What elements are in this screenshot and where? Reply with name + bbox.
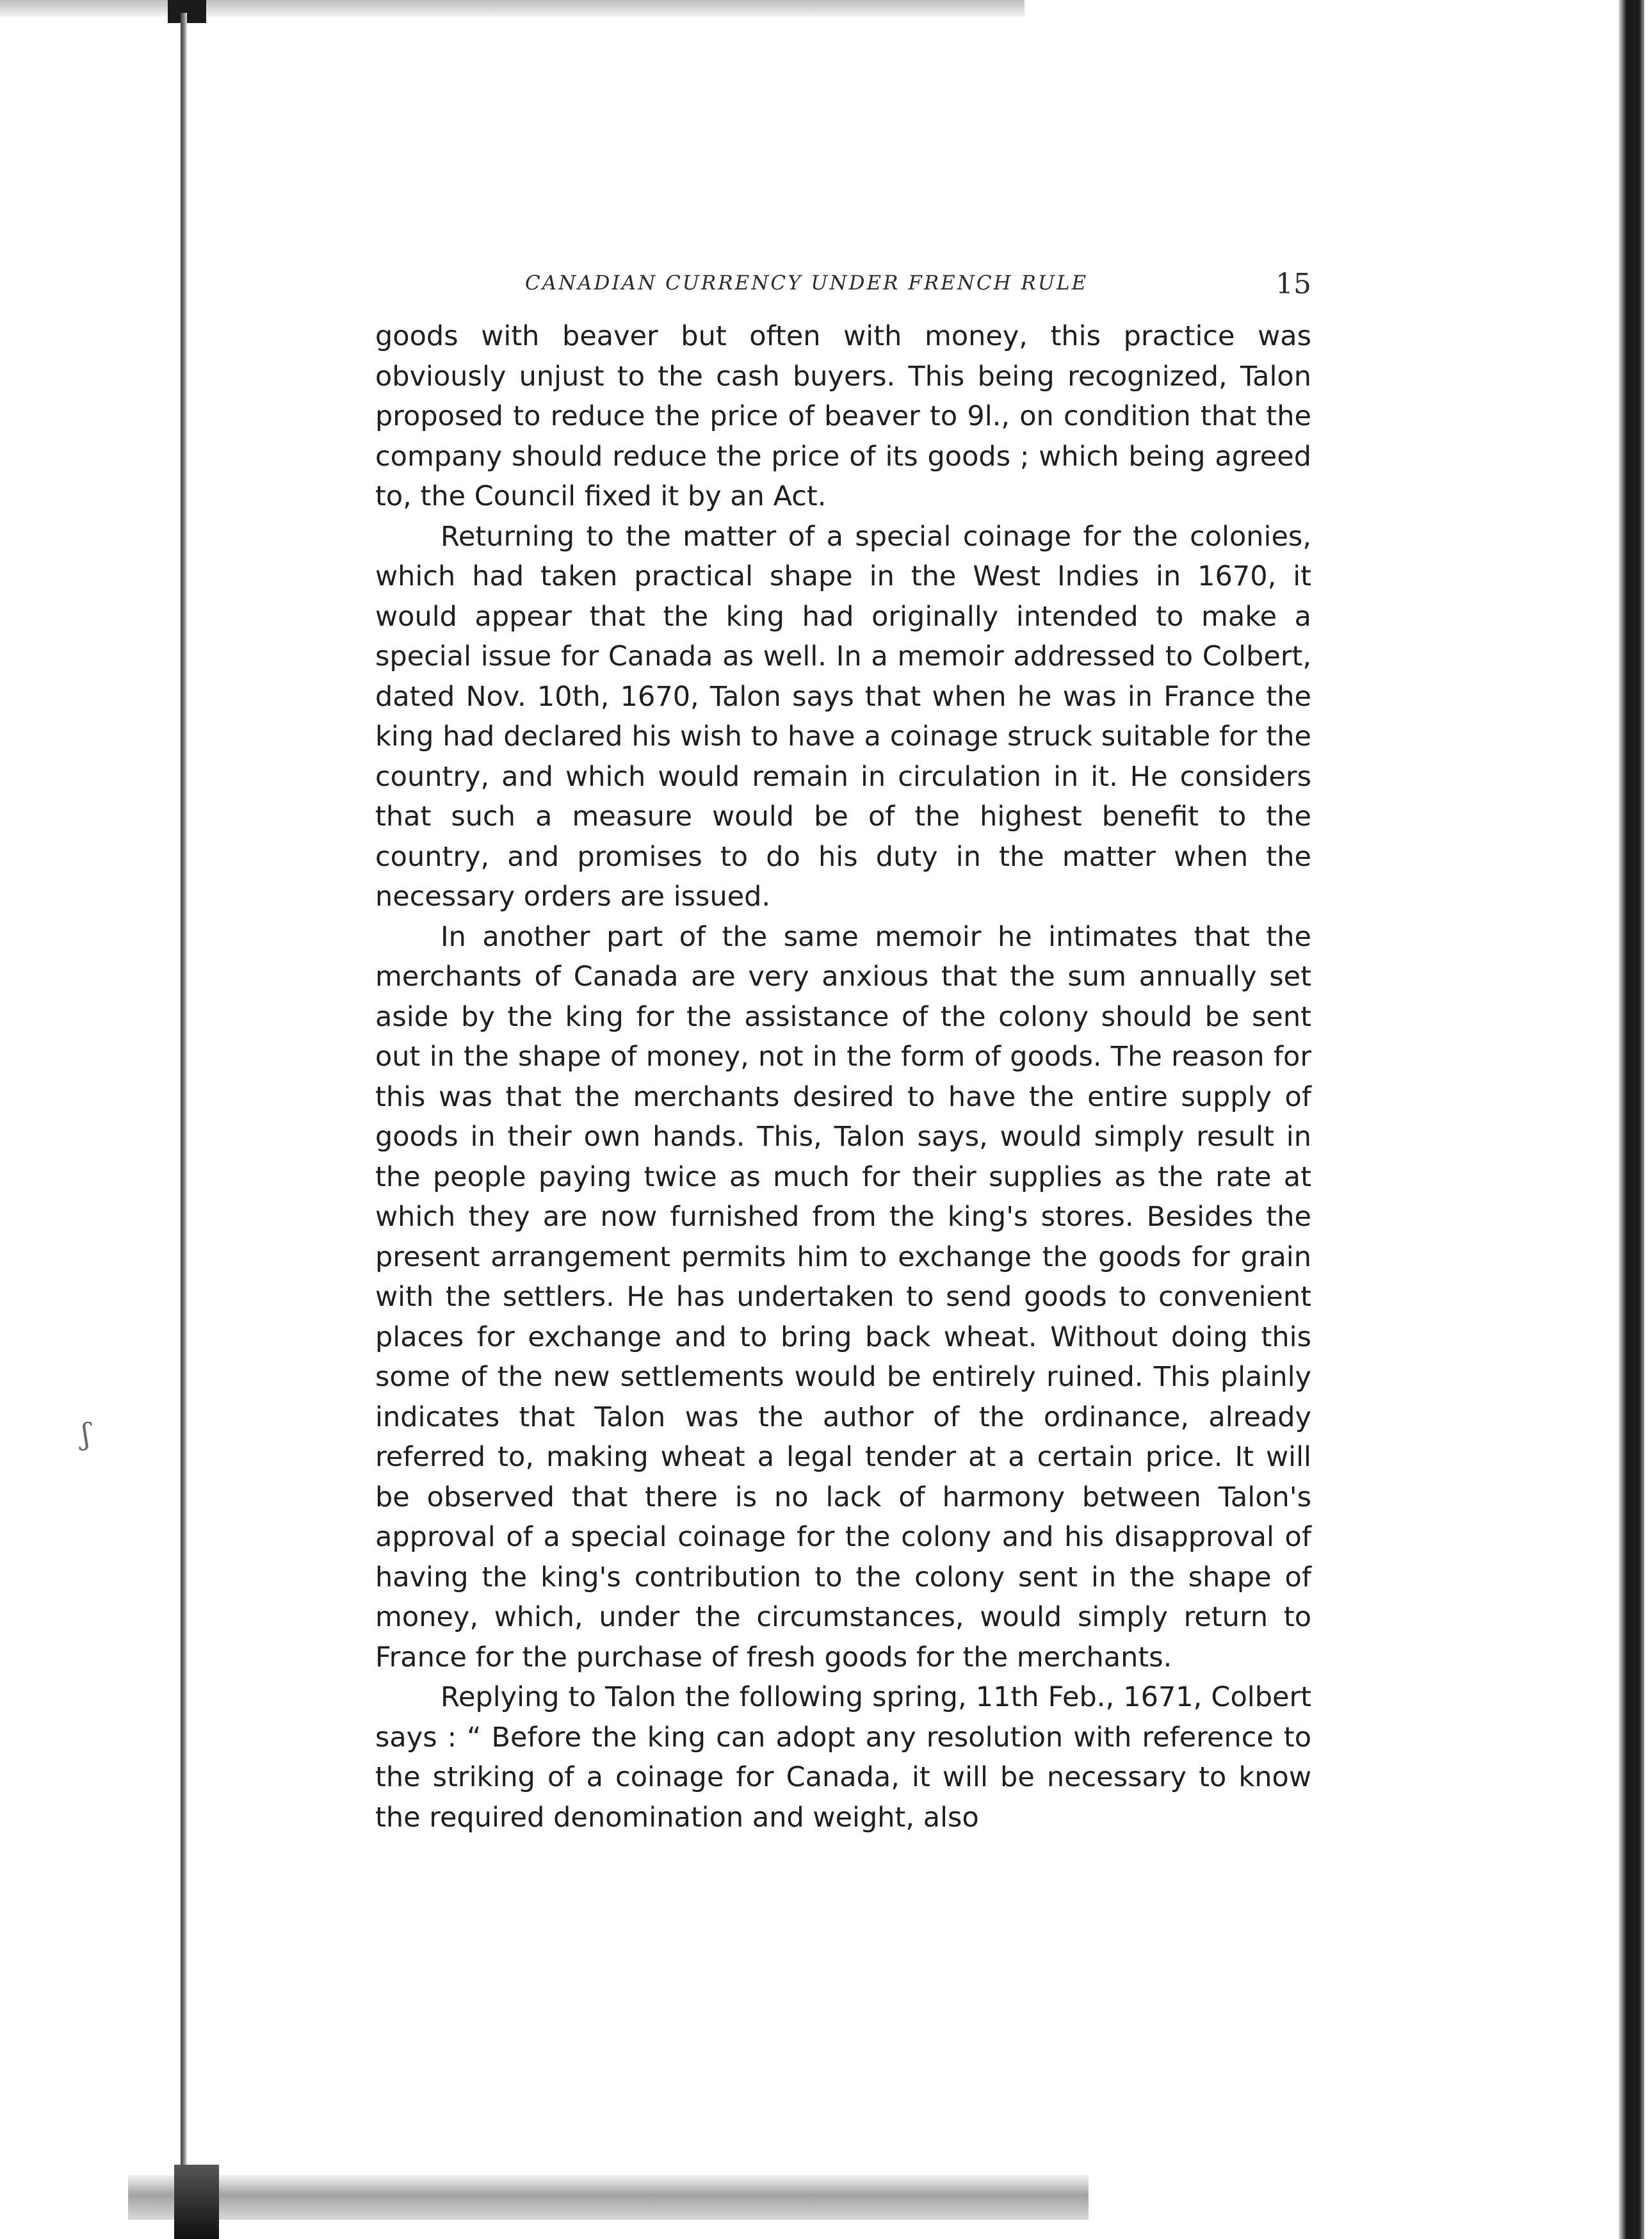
paragraph-1: goods with beaver but often with money, this practice was obviously unjust to the cash buyers. This being recognized, Talon proposed to reduce the price of beaver to 9l., on condition that the company should reduce the price of its goods ; which being agreed to, the Council fixed it by an Act. bbox=[375, 320, 1311, 512]
book-page bbox=[375, 263, 1311, 1837]
scan-bottom-edge bbox=[128, 2175, 1089, 2220]
running-head-title: CANADIAN CURRENCY UNDER FRENCH RULE bbox=[525, 272, 1089, 295]
scan-right-edge bbox=[1619, 0, 1644, 2239]
margin-mark: ʃ bbox=[82, 1417, 90, 1451]
paragraph-3: In another part of the same memoir he intimates that the merchants of Canada are very anxious that the sum annually set aside by the king for the assistance of the colony should be sent out in the shape of money, not in the form of goods. The reason for this was that the merchants desired to have the entire supply of goods in their own hands. This, Talon says, would simply result in the people paying twice as much for their supplies as the rate at which they are now furnished from the king's stores. Besides the present arrangement permits him to exchange the goods for grain with the settlers. He has undertaken to send goods to convenient places for exchange and to bring back wheat. Without doing this some of the new settlements would be entirely ruined. This plainly indicates that Talon was the author of the ordinance, already referred to, making wheat a legal tender at a certain price. It will be observed that there is no lack of harmony between Talon's approval of a special coinage for the colony and his disapproval of having the king's contribution to the colony sent in the shape of money, which, under the circumstances, would simply return to France for the purchase of fresh goods for the merchants. bbox=[375, 920, 1311, 1673]
running-head bbox=[375, 263, 1311, 307]
paragraph-4: Replying to Talon the following spring, 11th Feb., 1671, Colbert says : “ Before the king can adopt any resolution with reference to the striking of a coinage for Canada, it will be necessary to know the required denomination and weight, also bbox=[375, 1681, 1311, 1834]
page-number: 15 bbox=[1275, 268, 1311, 300]
scan-top-edge bbox=[0, 0, 1024, 17]
scan-bottom-clip bbox=[174, 2165, 219, 2239]
book-binding-edge bbox=[181, 13, 187, 2203]
paragraph-2: Returning to the matter of a special coinage for the colonies, which had taken practical shape in the West Indies in 1670, it would appear that the king had originally intended to make a special issue for Canada as well. In a memoir addressed to Colbert, dated Nov. 10th, 1670, Talon says that when he was in France the king had declared his wish to have a coinage struck suitable for the country, and which would remain in circulation in it. He considers that such a measure would be of the highest benefit to the country, and promises to do his duty in the matter when the necessary orders are issued. bbox=[375, 520, 1311, 913]
scan-top-clip bbox=[168, 0, 206, 23]
